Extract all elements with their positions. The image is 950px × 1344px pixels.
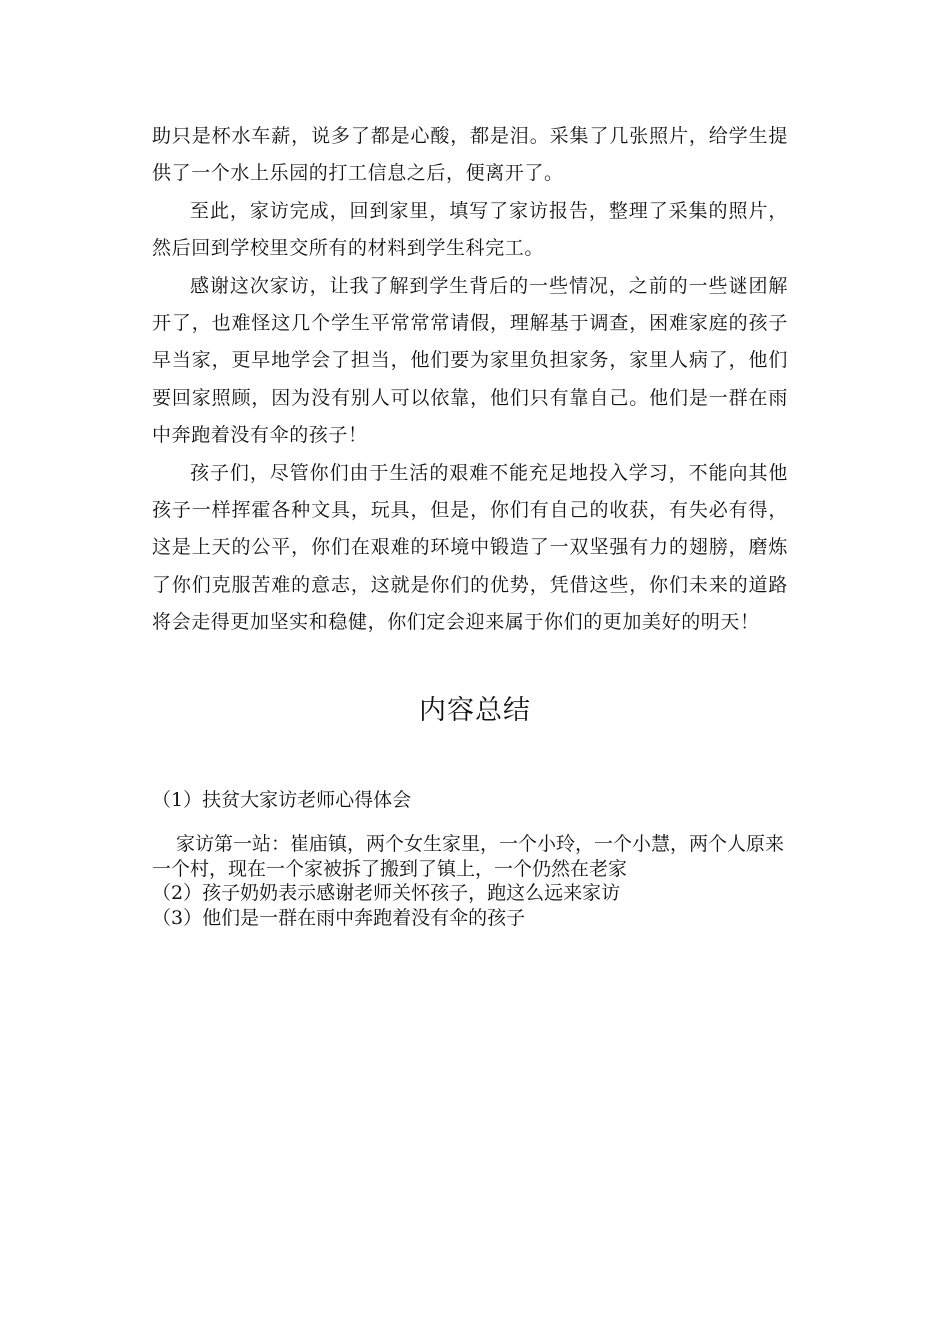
summary-item-2: （2）孩子奶奶表示感谢老师关怀孩子，跑这么远来家访 — [152, 882, 621, 904]
paragraph: 至此，家访完成，回到家里，填写了家访报告，整理了采集的照片，然后回到学校里交所有的材料到学生科完工。 — [152, 199, 788, 260]
summary-item-1: （1）扶贫大家访老师心得体会 — [152, 789, 412, 811]
summary-block — [152, 832, 802, 930]
summary-title: 内容总结 — [419, 695, 531, 726]
paragraph: 感谢这次家访，让我了解到学生背后的一些情况，之前的一些谜团解开了，也难怪这几个学生平常常常请假，理解基于调查，困难家庭的孩子早当家，更早地学会了担当，他们要为家里负担家务，家里人病了，他们要回家照顾，因为没有别人可以依靠，他们只有靠自己。他们是一群在雨中奔跑着没有伞的孩子！ — [152, 274, 788, 447]
body-text — [152, 118, 788, 642]
paragraph: 孩子们，尽管你们由于生活的艰难不能充足地投入学习，不能向其他孩子一样挥霍各种文具，玩具，但是，你们有自己的收获，有失必有得，这是上天的公平，你们在艰难的环境中锻造了一双坚强有力的翅膀，磨炼了你们克服苦难的意志，这就是你们的优势，凭借这些，你们未来的道路将会走得更加坚实和稳健，你们定会迎来属于你们的更加美好的明天！ — [152, 461, 788, 634]
paragraph-continued: 助只是杯水车薪，说多了都是心酸，都是泪。采集了几张照片，给学生提供了一个水上乐园的打工信息之后，便离开了。 — [152, 125, 788, 185]
summary-item-1-detail: 家访第一站：崔庙镇，两个女生家里，一个小玲，一个小慧，两个人原来一个村，现在一个家被拆了搬到了镇上，一个仍然在老家 — [152, 833, 785, 880]
summary-item-3: （3）他们是一群在雨中奔跑着没有伞的孩子 — [152, 906, 526, 929]
